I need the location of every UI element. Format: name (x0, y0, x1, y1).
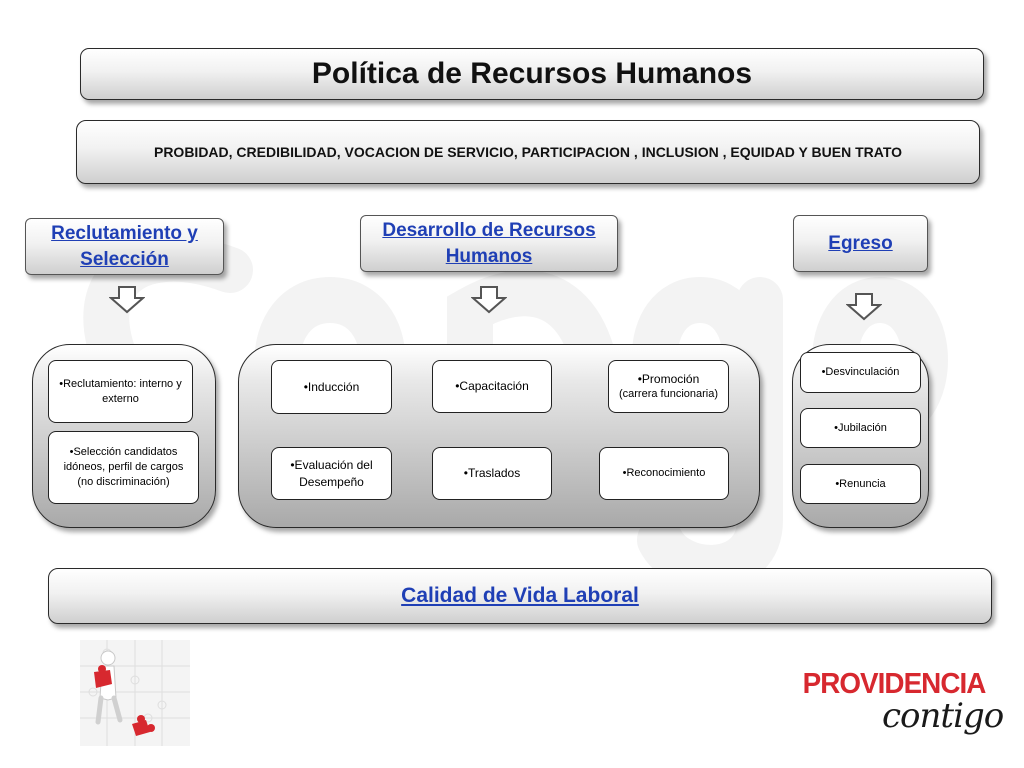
item-traslados: •Traslados (432, 447, 552, 500)
item-reconocimiento: •Reconocimiento (599, 447, 729, 500)
item-reclutamiento-interno-externo: •Reclutamiento: interno y externo (48, 360, 193, 423)
arrow-down-icon (846, 293, 882, 321)
item-promocion-label: •Promoción (637, 371, 700, 386)
logo-providencia-text: PROVIDENCIA (802, 668, 986, 700)
heading-desarrollo[interactable]: Desarrollo de Recursos Humanos (360, 215, 618, 272)
item-capacitacion: •Capacitación (432, 360, 552, 413)
arrow-down-icon (109, 286, 145, 314)
item-induccion: •Inducción (271, 360, 392, 414)
arrow-down-icon (471, 286, 507, 314)
footer-calidad-vida-laboral[interactable]: Calidad de Vida Laboral (48, 568, 992, 624)
logo-contigo-text: contigo (882, 696, 1004, 736)
page-title: Política de Recursos Humanos (80, 48, 984, 100)
item-renuncia: •Renuncia (800, 464, 921, 504)
item-seleccion-candidatos: •Selección candidatos idóneos, perfil de cargos (no discriminación) (48, 431, 199, 504)
item-promocion-detail: (carrera funcionaria) (618, 388, 719, 401)
item-jubilacion: •Jubilación (800, 408, 921, 448)
values-banner: PROBIDAD, CREDIBILIDAD, VOCACION DE SERVICIO, PARTICIPACION , INCLUSION , EQUIDAD Y BUEN TRATO (76, 120, 980, 184)
item-evaluacion-desempeno: •Evaluación del Desempeño (271, 447, 392, 500)
item-promocion (608, 360, 729, 413)
heading-reclutamiento[interactable]: Reclutamiento y Selección (25, 218, 224, 275)
item-desvinculacion: •Desvinculación (800, 352, 921, 393)
puzzle-figure-image (80, 640, 190, 746)
heading-egreso[interactable]: Egreso (793, 215, 928, 272)
providencia-logo (790, 668, 1004, 754)
